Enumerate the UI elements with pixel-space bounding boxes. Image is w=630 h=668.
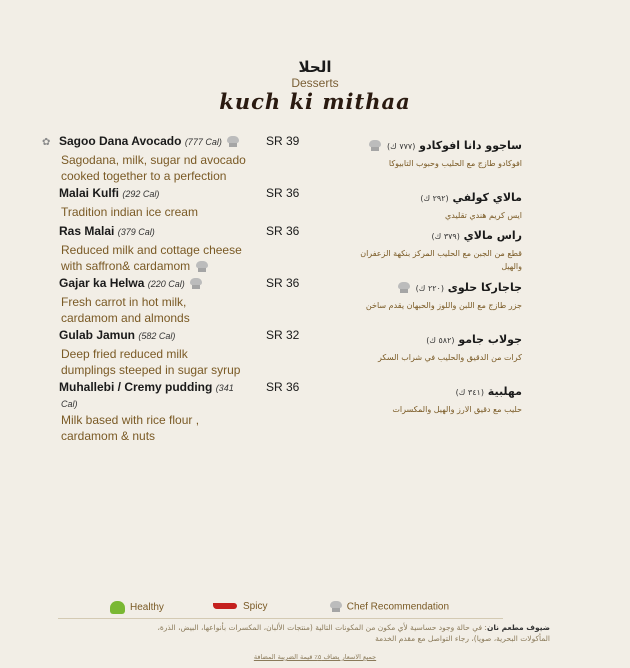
legend-healthy: Healthy [110, 601, 164, 614]
legend-spicy: Spicy [213, 601, 267, 612]
item-description [61, 294, 304, 326]
arabic-item-description: قطع من الجبن مع الحليب المركز بنكهة الزعفران والهيل [360, 249, 522, 271]
arabic-item-sagoo [312, 138, 522, 170]
heart-icon [110, 601, 125, 614]
item-calories: (220 Cal) [147, 279, 185, 289]
chef-hat-icon [194, 261, 210, 273]
item-name: Muhallebi / Cremy pudding [59, 380, 213, 394]
arabic-item-name: جاجاركا حلوى [447, 281, 522, 294]
menu-item-sagoo-dana-avocado [42, 134, 304, 184]
legend-chef: Chef Recommendation [328, 601, 449, 613]
item-price: SR 39 [266, 134, 300, 148]
item-description-line: cardamom & nuts [61, 429, 156, 443]
item-description-line: Reduced milk and cottage cheese [61, 243, 242, 257]
item-description [61, 412, 304, 444]
allergy-note: ضيوف مطعم نان: في حالة وجود حساسية لأي مكون من المكونات التالية (منتجات الألبان، المكسرات بأنواعها، البيض، الذرة، المأكولات البحرية، صويا)، رجاء التواصل مع مقدم الخدمة [157, 623, 550, 643]
english-title: Desserts [291, 76, 339, 90]
menu-item-ras-malai [42, 224, 304, 274]
item-description-line: Milk based with rice flour , [61, 413, 200, 427]
arabic-title: الحلا [298, 58, 332, 76]
menu-header [0, 58, 630, 114]
item-description [61, 152, 304, 184]
arabic-item-gajar [312, 280, 522, 312]
item-price: SR 36 [266, 276, 300, 290]
item-price: SR 36 [266, 224, 300, 238]
item-name: Ras Malai [59, 224, 115, 238]
arabic-item-calories: (٣٧٩ ك) [431, 232, 460, 241]
item-description-line: with saffron& cardamom [61, 258, 304, 274]
item-description-line: Fresh carrot in hot milk, [61, 295, 187, 309]
arabic-item-description: حليب مع دقيق الارز والهيل والمكسرات [392, 405, 522, 414]
chef-hat-icon [367, 140, 383, 152]
vegetarian-leaf-icon: ✿ [42, 137, 51, 148]
vat-note: جميع الاسعار يضاف ٥٪ قيمة الضريبة المضافة [253, 653, 377, 661]
arabic-item-description: ايس كريم هندي تقليدي [445, 211, 522, 220]
arabic-item-name: مهلبية [487, 385, 522, 398]
arabic-item-gulab [312, 332, 522, 364]
item-calories: (777 Cal) [184, 137, 222, 147]
item-calories: (341 [215, 383, 234, 393]
item-name: Gulab Jamun [59, 328, 136, 342]
chili-icon [213, 603, 237, 609]
item-price: SR 36 [266, 186, 300, 200]
arabic-item-calories: (٢٩٢ ك) [420, 194, 449, 203]
chef-hat-icon [396, 282, 412, 294]
item-price: SR 36 [266, 380, 300, 394]
item-name: Malai Kulfi [59, 186, 120, 200]
chef-hat-icon [188, 278, 204, 290]
item-description [61, 346, 304, 378]
item-description-line: Tradition indian ice cream [61, 205, 198, 219]
arabic-item-kulfi [312, 190, 522, 222]
divider [58, 618, 503, 619]
item-calories-wrap: Cal) [61, 399, 78, 409]
arabic-item-name: راس مالاي [463, 229, 522, 242]
item-calories: (292 Cal) [122, 189, 160, 199]
menu-item-gajar-ka-helwa [42, 276, 304, 326]
arabic-item-calories: (٥٨٢ ك) [426, 336, 455, 345]
menu-item-muhallebi [42, 380, 304, 444]
arabic-item-description: جزر طازج مع اللبن واللوز والحبهان يقدم ساخن [365, 301, 522, 310]
chef-hat-icon [328, 601, 344, 613]
item-name: Gajar ka Helwa [59, 276, 145, 290]
item-description [61, 204, 304, 220]
item-description [61, 242, 304, 274]
chef-hat-icon [225, 136, 241, 148]
item-name: Sagoo Dana Avocado [59, 134, 182, 148]
menu-item-malai-kulfi [42, 186, 304, 220]
arabic-item-name: ساجوو دانا افوكادو [419, 139, 522, 152]
item-calories: (582 Cal) [138, 331, 176, 341]
item-description-line: dumplings steeped in sugar syrup [61, 363, 241, 377]
arabic-item-calories: (٧٧٧ ك) [387, 142, 416, 151]
item-calories: (379 Cal) [117, 227, 155, 237]
script-title: kuch ki mithaa [219, 89, 411, 114]
arabic-item-ras-malai [312, 228, 522, 273]
arabic-item-calories: (٢٢٠ ك) [415, 284, 444, 293]
item-description-line: cardamom and almonds [61, 311, 190, 325]
legend [110, 600, 490, 616]
arabic-item-description: افوكادو طازج مع الحليب وحبوب التابيوكا [388, 159, 522, 168]
arabic-item-muhallebi [312, 384, 522, 416]
arabic-item-calories: (٣٤١ ك) [455, 388, 484, 397]
arabic-item-name: مالاي كولفي [452, 191, 522, 204]
item-price: SR 32 [266, 328, 300, 342]
arabic-item-description: كرات من الدقيق والحليب في شراب السكر [378, 353, 522, 362]
arabic-item-name: جولاب جامو [458, 333, 522, 346]
item-description-line: Deep fried reduced milk [61, 347, 188, 361]
item-description-line: Sagodana, milk, sugar nd avocado [61, 153, 246, 167]
item-description-line: cooked together to a perfection [61, 169, 227, 183]
menu-item-gulab-jamun [42, 328, 304, 378]
